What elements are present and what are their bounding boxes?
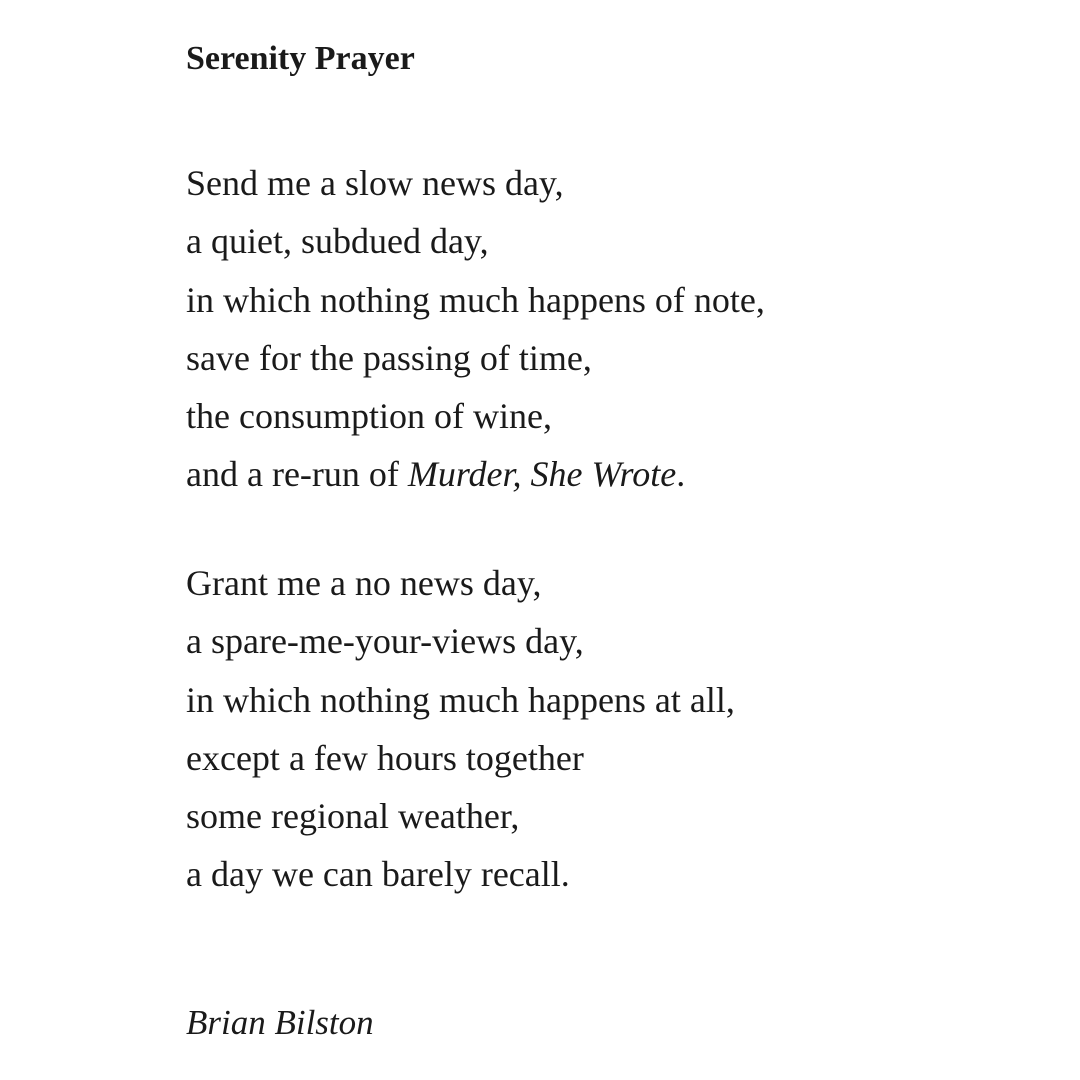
- poem-line: a day we can barely recall.: [186, 854, 570, 895]
- poem-line-text: and a re-run of: [186, 454, 408, 495]
- poem-line-punctuation: .: [676, 454, 686, 495]
- poem-line: except a few hours together: [186, 737, 584, 778]
- stanza-1: [186, 154, 765, 504]
- show-title: Murder, She Wrote: [407, 454, 677, 495]
- poem-line: in which nothing much happens of note,: [186, 279, 765, 320]
- poem-line: the consumption of wine,: [186, 396, 552, 437]
- poem-line: some regional weather,: [186, 796, 520, 837]
- poem-line: a quiet, subdued day,: [186, 221, 489, 262]
- poem-line: in which nothing much happens at all,: [186, 679, 735, 720]
- stanza-2: [186, 554, 735, 904]
- poem-line: save for the passing of time,: [186, 337, 592, 378]
- poem-line: Grant me a no news day,: [186, 563, 542, 603]
- poem-line: a spare-me-your-views day,: [186, 621, 584, 662]
- poem-author: Brian Bilston: [186, 1003, 374, 1042]
- poem-line: Send me a slow news day,: [186, 163, 564, 203]
- poem-title: Serenity Prayer: [186, 40, 415, 77]
- poem-line: [186, 445, 765, 503]
